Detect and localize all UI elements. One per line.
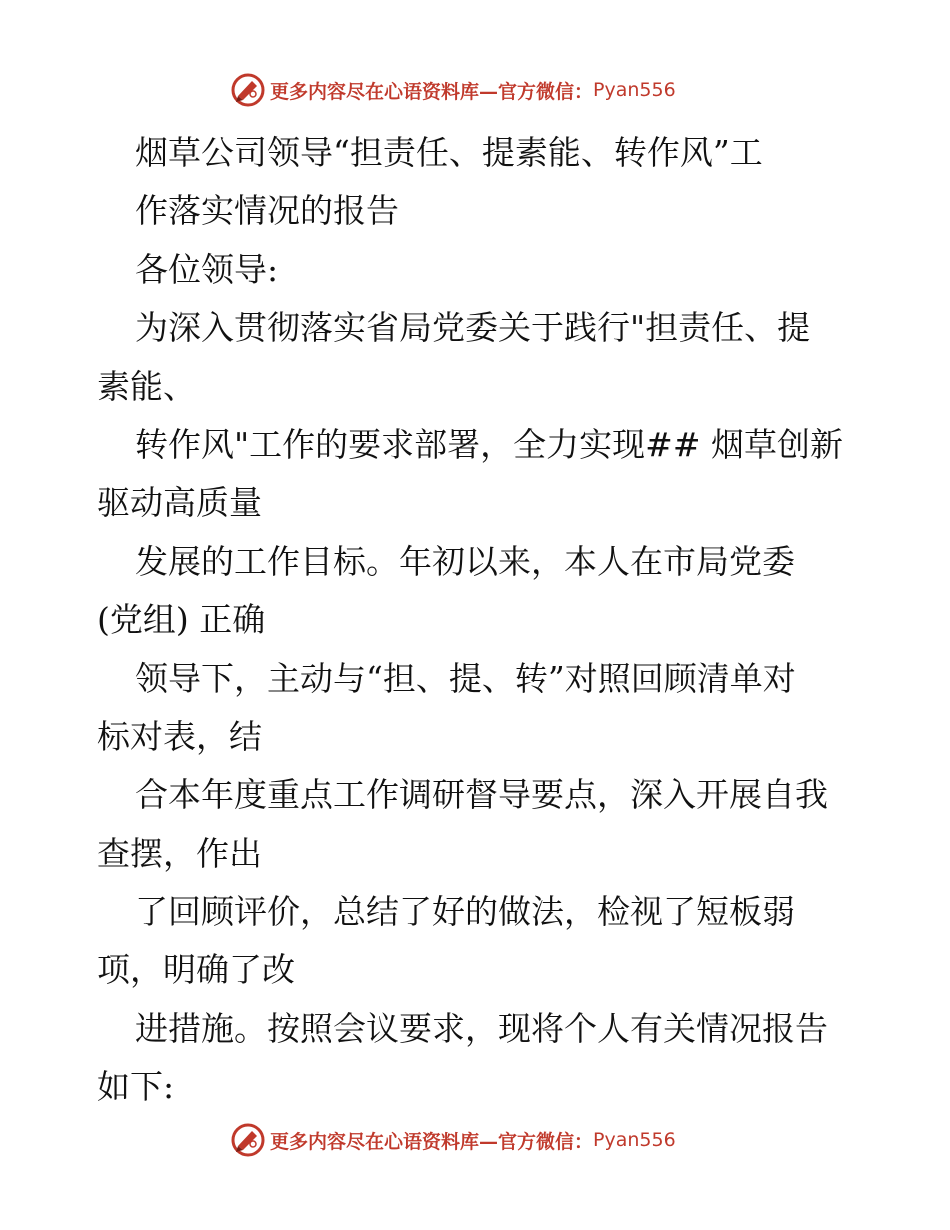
text-line: 素能、 <box>97 366 196 406</box>
text-line: (党组) 正确 <box>97 600 266 640</box>
text-line: 查摆，作出 <box>97 833 262 873</box>
text-line: 为深入贯彻落实省局党委关于践行"担责任、提 <box>135 308 811 348</box>
report-body <box>97 124 857 1117</box>
footer-banner-text: 更多内容尽在心语资料库—官方微信： <box>270 1130 594 1153</box>
text-line: 标对表，结 <box>97 716 262 756</box>
pen-logo-icon <box>230 72 266 108</box>
header-banner-text: 更多内容尽在心语资料库—官方微信： <box>270 80 594 103</box>
footer-banner-wechat: Pyan556 <box>593 1129 676 1151</box>
text-line: 进措施。按照会议要求，现将个人有关情况报告 <box>135 1008 828 1048</box>
header-banner-wechat: Pyan556 <box>593 79 676 101</box>
pen-logo-icon <box>230 1122 266 1158</box>
text-line: 转作风"工作的要求部署，全力实现## 烟草创新 <box>135 424 843 464</box>
text-line: 作落实情况的报告 <box>135 191 399 231</box>
text-line: 合本年度重点工作调研督导要点，深入开展自我 <box>135 775 828 815</box>
text-line: 驱动高质量 <box>97 483 262 523</box>
text-line: 项，明确了改 <box>97 950 295 990</box>
text-line: 发展的工作目标。年初以来，本人在市局党委 <box>135 541 795 581</box>
text-line: 烟草公司领导“担责任、提素能、转作风”工 <box>135 133 763 172</box>
header-banner <box>230 72 730 108</box>
footer-banner <box>230 1122 730 1158</box>
text-line: 各位领导: <box>135 249 279 289</box>
text-line: 如下: <box>97 1067 175 1107</box>
text-line: 了回顾评价，总结了好的做法，检视了短板弱 <box>135 892 795 932</box>
text-line: 领导下，主动与“担、提、转”对照回顾清单对 <box>135 658 796 698</box>
